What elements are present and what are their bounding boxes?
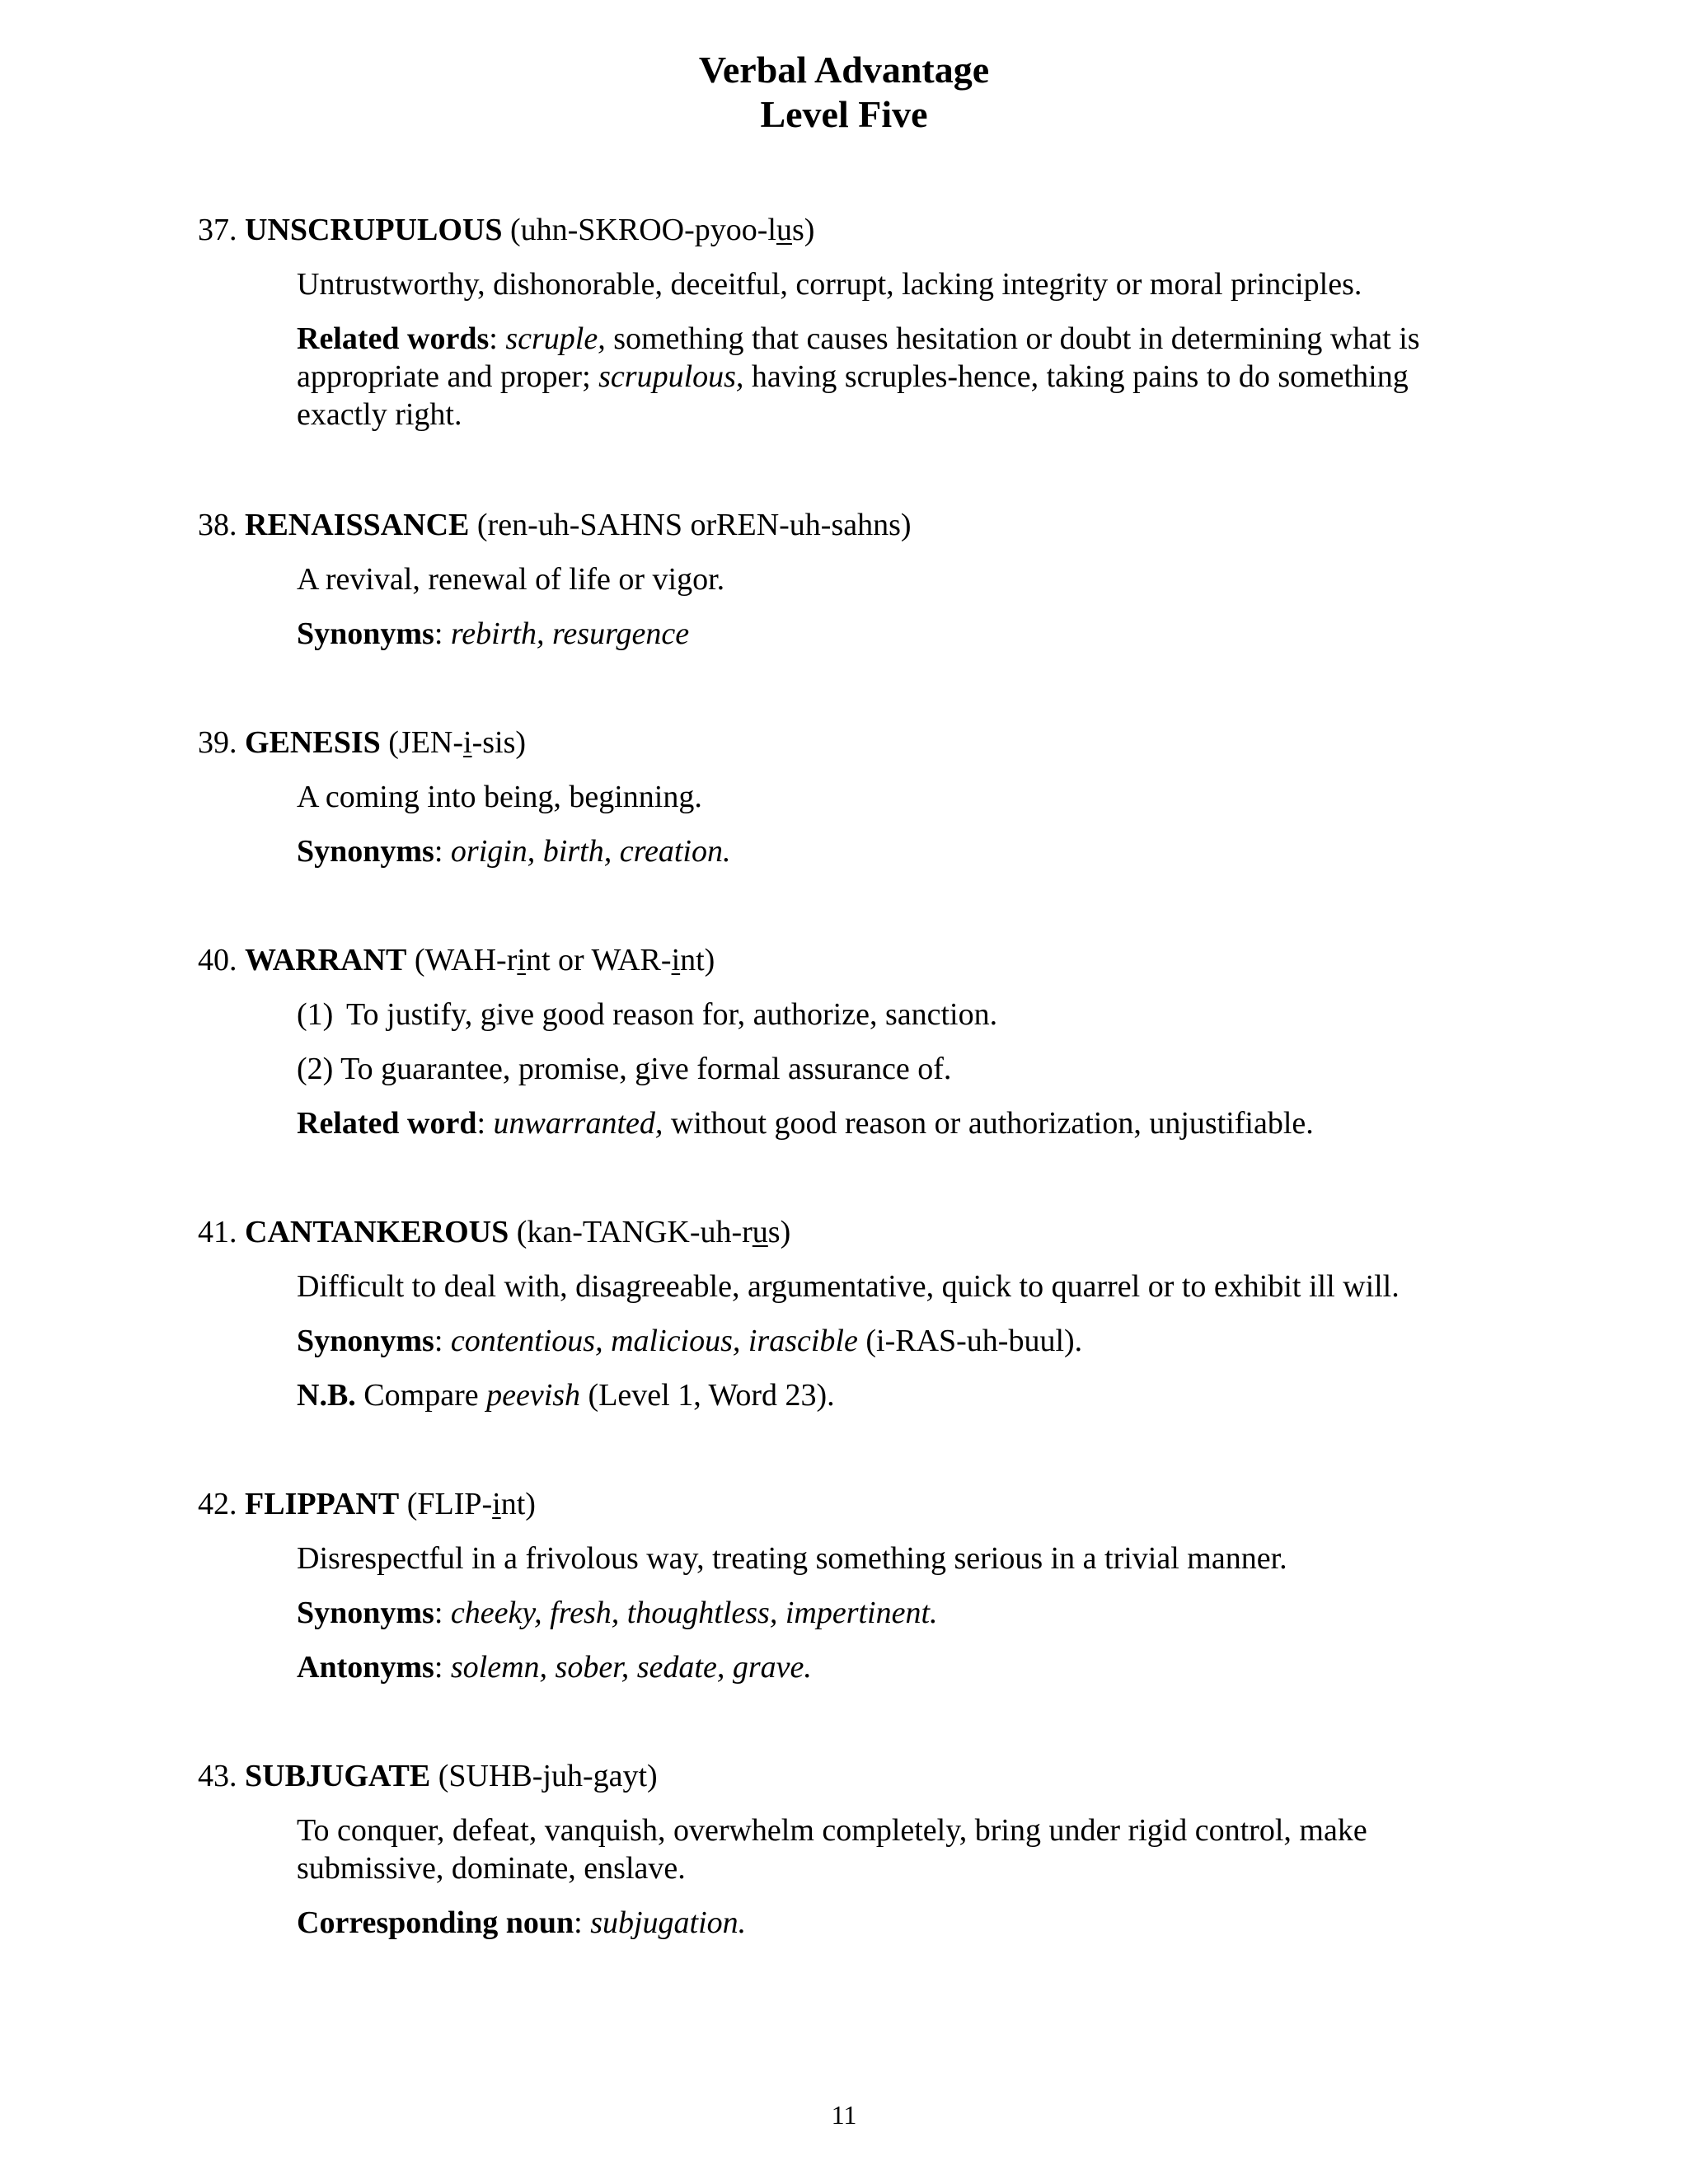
page-number: 11 [831, 2100, 857, 2130]
synonyms: Synonyms: origin, birth, creation. [297, 834, 731, 869]
definition: Disrespectful in a frivolous way, treating something serious in a trivial manner. [297, 1541, 1287, 1576]
pronunciation: (ren-uh-SAHNS orREN-uh-sahns) [476, 508, 912, 542]
entry-number: 43. [198, 1759, 237, 1793]
sense-1: (1) To justify, give good reason for, authorize, sanction. [297, 997, 998, 1032]
entry-word: FLIPPANT [245, 1487, 400, 1521]
entry-headline [198, 1213, 1484, 1251]
nota-bene: N.B. Compare peevish (Level 1, Word 23). [297, 1378, 835, 1413]
antonyms: Antonyms: solemn, sober, sedate, grave. [297, 1650, 812, 1685]
entry-number: 42. [198, 1487, 237, 1521]
entry-headline [198, 724, 1484, 762]
entry-number: 40. [198, 943, 237, 977]
related-label: Related words [297, 321, 490, 356]
entry-word: WARRANT [245, 943, 407, 977]
corresponding-noun: Corresponding noun: subjugation. [297, 1905, 747, 1940]
sense-2: (2) To guarantee, promise, give formal assurance of. [297, 1052, 952, 1086]
pronunciation: (SUHB-juh-gayt) [438, 1759, 658, 1793]
entry-headline [198, 941, 1484, 979]
entry-genesis [198, 724, 1484, 870]
page-title [0, 48, 1688, 137]
entry-number: 39. [198, 725, 237, 760]
pronunciation: (uhn-SKROO-pyoo-lus) [509, 213, 815, 247]
entry-word: RENAISSANCE [245, 508, 470, 542]
entry-headline [198, 1485, 1484, 1523]
entry-word: CANTANKEROUS [245, 1215, 509, 1249]
synonyms: Synonyms: contentious, malicious, irascible (i-RAS-uh-buul). [297, 1324, 1083, 1358]
entry-word: UNSCRUPULOUS [245, 213, 503, 247]
entry-flippant [198, 1485, 1484, 1686]
entry-number: 38. [198, 508, 237, 542]
synonyms: Synonyms: rebirth, resurgence [297, 616, 690, 651]
entry-cantankerous [198, 1213, 1484, 1414]
synonyms: Synonyms: cheeky, fresh, thoughtless, impertinent. [297, 1596, 938, 1630]
pronunciation: (WAH-rint or WAR-int) [414, 943, 715, 977]
entry-warrant [198, 941, 1484, 1142]
title-line-2: Level Five [760, 93, 928, 135]
related-words: Related words: scruple, something that causes hesitation or doubt in determining what is appropriate and proper; scrupulous, having scruples-hence, taking pains to do something exactly right. [297, 321, 1420, 432]
entry-number: 37. [198, 213, 237, 247]
related-word: Related word: unwarranted, without good reason or authorization, unjustifiable. [297, 1106, 1314, 1141]
pronunciation: (JEN-i-sis) [388, 725, 527, 760]
entry-renaissance [198, 506, 1484, 653]
definition: A revival, renewal of life or vigor. [297, 562, 725, 597]
entry-number: 41. [198, 1215, 237, 1249]
title-line-1: Verbal Advantage [698, 49, 990, 91]
entry-headline [198, 506, 1484, 544]
pronunciation: (kan-TANGK-uh-rus) [516, 1215, 791, 1249]
definition: Untrustworthy, dishonorable, deceitful, corrupt, lacking integrity or moral principles. [297, 267, 1362, 302]
entry-subjugate [198, 1757, 1484, 1942]
entry-word: SUBJUGATE [245, 1759, 431, 1793]
pronunciation: (FLIP-int) [406, 1487, 536, 1521]
definition: To conquer, defeat, vanquish, overwhelm completely, bring under rigid control, make submissive, dominate, enslave. [297, 1813, 1367, 1886]
entry-headline [198, 211, 1484, 249]
definition: Difficult to deal with, disagreeable, argumentative, quick to quarrel or to exhibit ill will. [297, 1269, 1400, 1304]
entry-unscrupulous [198, 211, 1484, 434]
definition: A coming into being, beginning. [297, 780, 702, 814]
entry-word: GENESIS [245, 725, 381, 760]
entry-headline [198, 1757, 1484, 1795]
